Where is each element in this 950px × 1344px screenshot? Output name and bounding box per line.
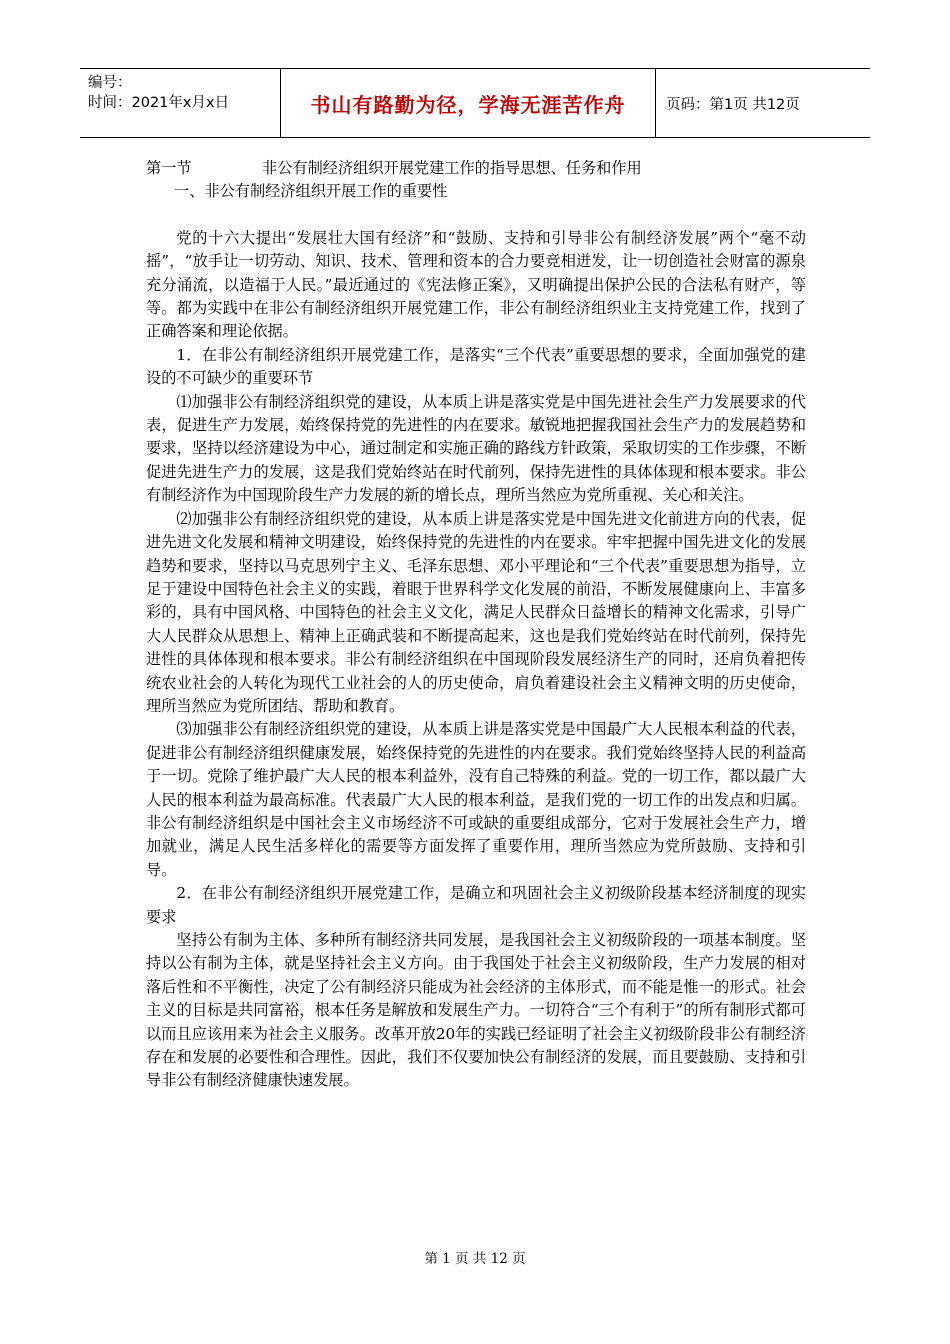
paragraph: 2．在非公有制经济组织开展党建工作，是确立和巩固社会主义初级阶段基本经济制度的现实要求 [146, 884, 806, 926]
section-title: 非公有制经济组织开展党建工作的指导思想、任务和作用 [262, 159, 642, 177]
header-meta [80, 69, 280, 137]
paragraph: ⑶加强非公有制经济组织党的建设，从本质上讲是落实党是中国最广大人民根本利益的代表，促进非公有制经济组织健康发展，始终保持党的先进性的内在要求。我们党始终坚持人民的利益高于一切。党除了维护最广大人民的根本利益外，没有自己特殊的利益。党的一切工作，都以最广大人民的根本利益为最高标准。代表最广大人民的根本利益，是我们党的一切工作的出发点和归属。非公有制经济组织是中国社会主义市场经济不可或缺的重要组成部分，它对于发展社会生产力，增加就业，满足人民生活多样化的需要等方面发挥了重要作用，理所当然应为党所鼓励、支持和引导。 [146, 720, 806, 879]
document-number-label: 编号： [88, 75, 132, 91]
spacer [146, 204, 806, 227]
paragraph: 坚持公有制为主体、多种所有制经济共同发展，是我国社会主义初级阶段的一项基本制度。坚持以公有制为主体，就是坚持社会主义方向。由于我国处于社会主义初级阶段，生产力发展的相对落后性和不平衡性，决定了公有制经济只能成为社会经济的主体形式，而不能是惟一的形式。社会主义的目标是共同富裕，根本任务是解放和发展生产力。一切符合“三个有利于”的所有制形式都可以而且应该用来为社会主义服务。改革开放20年的实践已经证明了社会主义初级阶段非公有制经济存在和发展的必要性和合理性。因此，我们不仅要加快公有制经济的发展，而且要鼓励、支持和引导非公有制经济健康快速发展。 [146, 931, 806, 1090]
page-header [80, 68, 870, 138]
subheading: 一、非公有制经济组织开展工作的重要性 [174, 182, 448, 201]
paragraph: 党的十六大提出“发展壮大国有经济”和“鼓励、支持和引导非公有制经济发展”两个“毫不动摇”，“放手让一切劳动、知识、技术、管理和资本的合力要竞相迸发，让一切创造社会财富的源泉充分涌流，以造福于人民。”最近通过的《宪法修正案》，又明确提出保护公民的合法私有财产，等等。都为实践中在非公有制经济组织开展党建工作，非公有制经济组织业主支持党建工作，找到了正确答案和理论依据。 [146, 228, 806, 341]
page-footer: 第 1 页 共 12 页 [424, 1251, 526, 1267]
header-page-info: 页码：第1页 共12页 [666, 96, 800, 113]
document-body [146, 157, 806, 1093]
paragraph: ⑵加强非公有制经济组织党的建设，从本质上讲是落实党是中国先进文化前进方向的代表，促进先进文化发展和精神文明建设，始终保持党的先进性的内在要求。牢牢把握中国先进文化的发展趋势和要求，坚持以马克思列宁主义、毛泽东思想、邓小平理论和“三个代表”重要思想为指导，立足于建设中国特色社会主义的实践，着眼于世界科学文化发展的前沿，不断发展健康向上、丰富多彩的，具有中国风格、中国特色的社会主义文化，满足人民群众日益增长的精神文化需求，引导广大人民群众从思想上、精神上正确武装和不断提高起来，这也是我们党始终站在时代前列，保持先进性的具体体现和根本要求。非公有制经济组织在中国现阶段发展经济生产的同时，还肩负着把传统农业社会的人转化为现代工业社会的人的历史使命，肩负着建设社会主义精神文明的历史使命，理所当然应为党所团结、帮助和教育。 [146, 509, 806, 715]
section-number: 第一节 [146, 159, 192, 177]
document-date: 时间：2021年x月x日 [88, 95, 230, 111]
paragraph: ⑴加强非公有制经济组织党的建设，从本质上讲是落实党是中国先进社会生产力发展要求的代表，促进生产力发展，始终保持党的先进性的内在要求。敏锐地把握我国社会生产力的发展趋势和要求，坚持以经济建设为中心，通过制定和实施正确的路线方针政策，采取切实的工作步骤，不断促进先进生产力的发展，这是我们党始终站在时代前列，保持先进性的具体体现和根本要求。非公有制经济作为中国现阶段生产力发展的新的增长点，理所当然应为党所重视、关心和关注。 [146, 392, 806, 505]
paragraph: 1．在非公有制经济组织开展党建工作，是落实“三个代表”重要思想的要求，全面加强党的建设的不可缺少的重要环节 [146, 345, 806, 388]
header-motto: 书山有路勤为径，学海无涯苦作舟 [280, 69, 656, 137]
section-heading [146, 157, 806, 180]
